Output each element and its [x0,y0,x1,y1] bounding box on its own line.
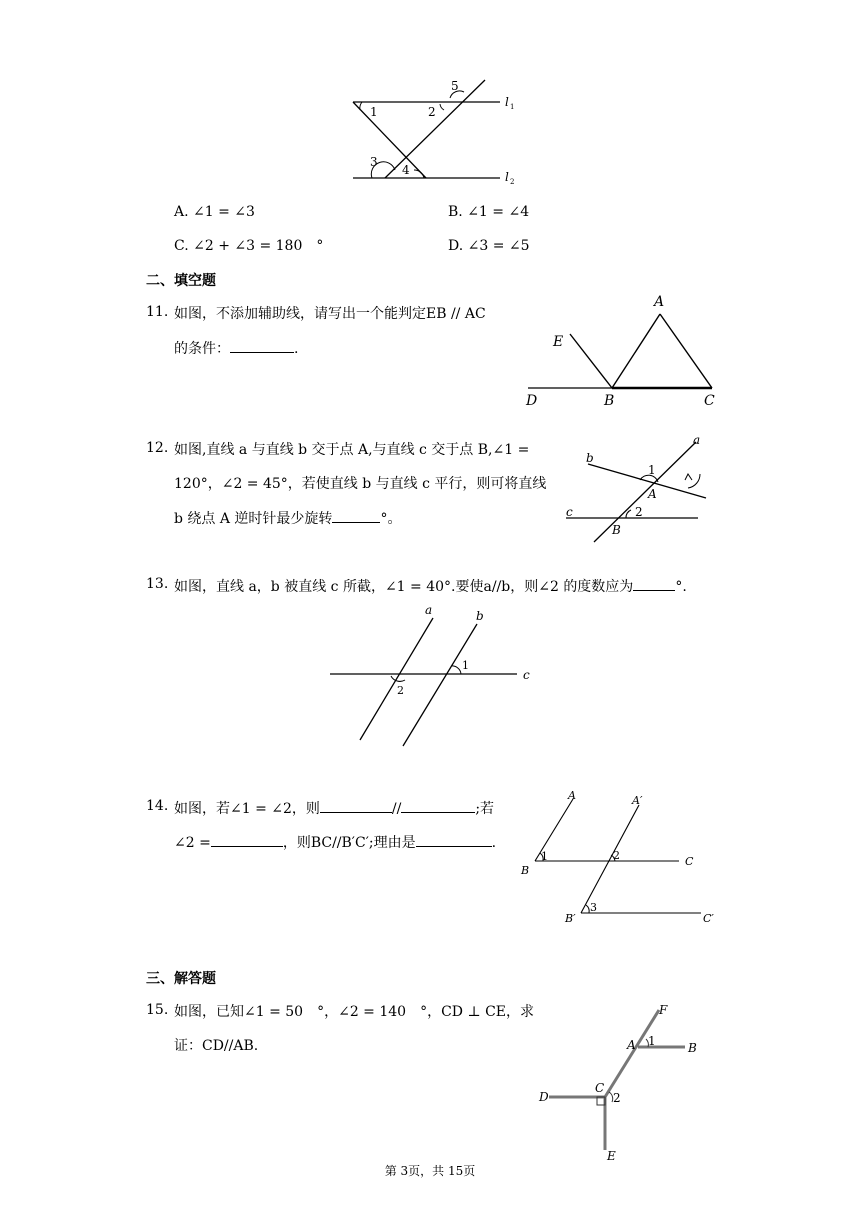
q11-answer-blank[interactable] [230,338,294,353]
q10-label-1: 1 [370,105,378,119]
q13-line1-pre: 如图，直线 a，b 被直线 c 所截，∠1 = 40°.要使a//b，则∠2 的度数应为 [174,579,634,595]
q14-label-c: C [685,855,694,868]
q14-number: 14. [146,798,169,814]
q12-label-a-line: a [693,433,701,447]
q11-figure [520,288,730,413]
q11-label-b: B [604,393,615,409]
q15-label-e: E [607,1149,616,1163]
q14-label-a-prime: A′ [632,794,643,807]
q10-label-3: 3 [370,155,378,169]
q11-line2 [174,338,298,359]
q12-label-b-line: b [586,451,594,465]
q11-label-a: A [654,294,665,310]
q15-line1: 如图，已知∠1 = 50 °，∠2 = 140 °，CD ⊥ CE，求 [174,1004,535,1020]
q11-line2-pre: 的条件： [174,341,230,357]
q10-option-d: D. ∠3 = ∠5 [448,238,530,254]
q11-label-e: E [553,334,564,350]
q13-number: 13. [146,576,169,592]
q12-number: 12. [146,440,169,456]
q14-line1-mid: // [391,801,402,817]
q14-answer-blank-1[interactable] [320,798,392,813]
q13-label-1: 1 [462,659,469,672]
q15-label-b: B [688,1041,697,1055]
q11-line1: 如图，不添加辅助线，请写出一个能判定EB // AC [174,306,486,322]
q13-label-b: b [476,609,484,623]
page-footer: 第 3页，共 15页 [384,1164,476,1178]
q11-label-c: C [704,393,715,409]
q14-label-b-prime: B′ [565,912,576,925]
q10-label-5: 5 [451,79,459,93]
q14-label-3: 3 [590,901,597,914]
q11-line2-post: . [294,341,299,357]
q15-label-f: F [659,1003,668,1017]
section-solve-title: 三、解答题 [146,971,216,987]
q15-label-1: 1 [648,1034,656,1048]
q15-line2: 证：CD//AB. [174,1038,259,1054]
q13-label-c: c [523,668,530,682]
q13-figure [325,600,540,750]
q15-number: 15. [146,1002,169,1018]
q15-label-c: C [595,1081,605,1095]
q14-line1-post: ;若 [475,801,495,817]
section-fill-in-title: 二、填空题 [146,273,216,289]
q15-label-2: 2 [613,1091,621,1105]
q14-figure [515,785,725,930]
q14-label-b: B [521,864,530,877]
q12-line3-post: °。 [380,511,402,527]
q12-label-point-a: A [648,487,657,501]
q14-line2-pre: ∠2 = [174,835,211,851]
q12-answer-blank[interactable] [332,508,380,523]
q10-option-b: B. ∠1 = ∠4 [448,204,530,220]
q13-line1-post: °. [675,579,687,595]
q10-option-c: C. ∠2 + ∠3 = 180 ° [174,238,324,254]
q10-figure [340,70,530,190]
q10-label-l1: l [505,95,509,109]
q10-label-l2-sub: 2 [510,178,515,186]
q15-label-a: A [627,1038,636,1052]
q12-label-2: 2 [635,505,643,519]
q10-label-4: 4 [402,163,410,177]
q14-label-1: 1 [541,850,548,863]
q14-label-c-prime: C′ [703,912,714,925]
q10-label-l2: l [505,170,509,184]
q10-option-a: A. ∠1 = ∠3 [174,204,255,220]
q13-line1 [174,576,687,597]
q14-line1 [174,798,494,819]
q10-label-l1-sub: 1 [510,103,515,111]
q13-label-a: a [425,603,433,617]
q12-line2: 120°，∠2 = 45°，若使直线 b 与直线 c 平行，则可将直线 [174,476,547,492]
q14-label-a: A [568,789,576,802]
q14-label-2: 2 [613,849,620,862]
q14-line1-pre: 如图，若∠1 = ∠2，则 [174,801,320,817]
q15-figure [535,1000,725,1165]
q12-label-c-line: c [566,505,573,519]
q12-line3-pre: b 绕点 A 逆时针最少旋转 [174,511,333,527]
q11-number: 11. [146,304,169,320]
q14-line2 [174,832,496,853]
q12-label-point-b: B [612,523,621,537]
q11-label-d: D [526,393,538,409]
q10-label-2: 2 [428,105,436,119]
q12-label-1: 1 [648,463,656,477]
q14-line2-mid: ，则BC//B′C′;理由是 [282,835,416,851]
q14-answer-blank-2[interactable] [401,798,475,813]
q12-line1: 如图,直线 a 与直线 b 交于点 A,与直线 c 交于点 B,∠1 = [174,442,530,458]
q15-label-d: D [539,1090,549,1104]
q12-figure [560,430,720,550]
q13-label-2: 2 [397,684,404,697]
q14-line2-post: . [491,835,497,851]
q14-answer-blank-3[interactable] [211,832,283,847]
q12-line3 [174,508,401,529]
q13-answer-blank[interactable] [633,576,675,591]
q14-answer-blank-4[interactable] [416,832,492,847]
